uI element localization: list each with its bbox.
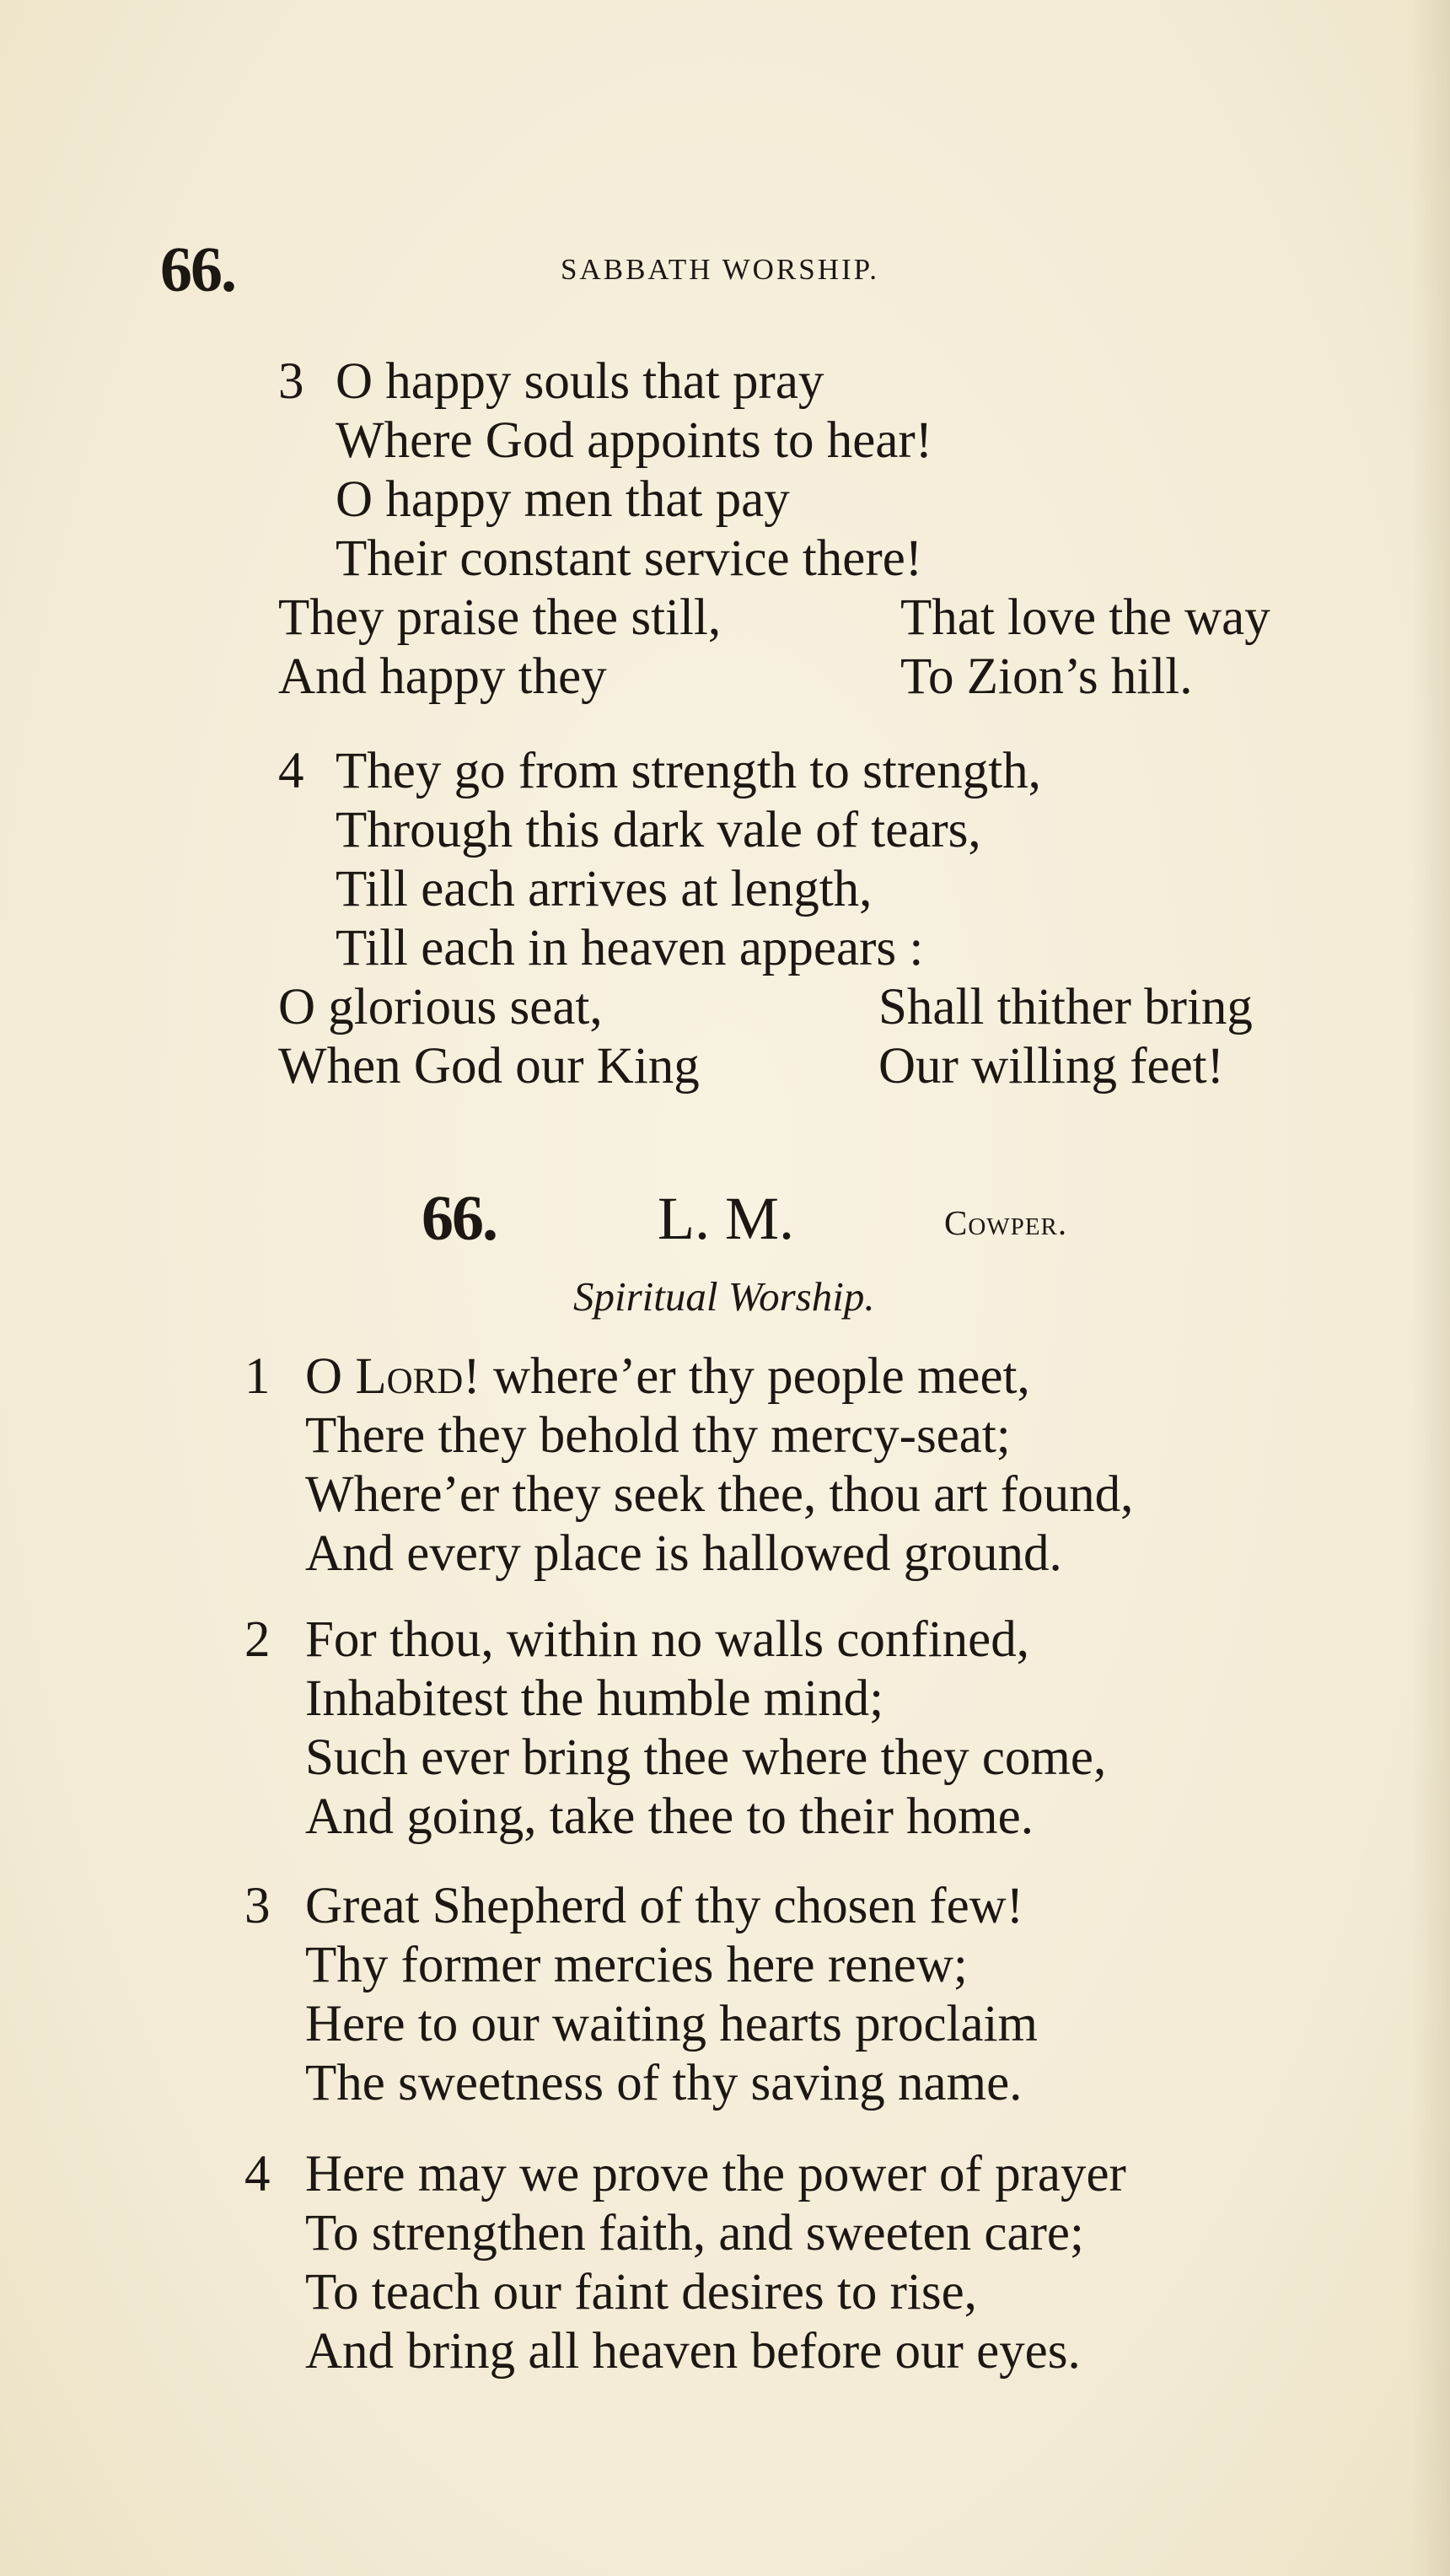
verse-line: There they behold thy mercy-seat; xyxy=(305,1407,1011,1464)
verse-line: Till each in heaven appears : xyxy=(336,920,924,976)
verse-line: Great Shepherd of thy chosen few! xyxy=(305,1878,1024,1934)
couplet-left: And happy they xyxy=(278,648,607,705)
verse-line: They go from strength to strength, xyxy=(336,743,1041,799)
verse-line: Inhabitest the humble mind; xyxy=(305,1670,884,1727)
couplet-right: That love the way xyxy=(900,589,1270,646)
couplet-left: When God our King xyxy=(278,1038,700,1094)
verse-line: Till each arrives at length, xyxy=(336,861,873,917)
small-caps-lord: Lord xyxy=(355,1348,464,1405)
verse-line: Here to our waiting hearts proclaim xyxy=(305,1996,1038,2052)
verse-line: And going, take thee to their home. xyxy=(305,1788,1034,1845)
stanza-number: 4 xyxy=(278,743,304,799)
verse-line: Thy former mercies here renew; xyxy=(305,1937,968,1993)
verse-line: The sweetness of thy saving name. xyxy=(305,2055,1023,2111)
verse-line: Here may we prove the power of prayer xyxy=(305,2146,1126,2202)
couplet-right: To Zion’s hill. xyxy=(900,648,1193,705)
couplet-right: Shall thither bring xyxy=(878,979,1253,1035)
running-head: SABBATH WORSHIP. xyxy=(561,253,879,286)
verse-line: Through this dark vale of tears, xyxy=(336,802,981,858)
couplet-left: O glorious seat, xyxy=(278,979,603,1035)
hymn-meter: L. M. xyxy=(658,1185,794,1252)
stanza-number: 3 xyxy=(278,353,304,410)
verse-line: To strengthen faith, and sweeten care; xyxy=(305,2205,1084,2261)
verse-line: For thou, within no walls confined, xyxy=(305,1611,1030,1668)
hymn-title: Spiritual Worship. xyxy=(573,1273,875,1320)
page-number: 66. xyxy=(160,234,235,305)
verse-line: To teach our faint desires to rise, xyxy=(305,2264,977,2321)
verse-line: O Lord! where’er thy people meet, xyxy=(305,1348,1030,1405)
stanza-number: 1 xyxy=(244,1348,271,1405)
stanza-number: 3 xyxy=(244,1878,271,1934)
verse-line: And bring all heaven before our eyes. xyxy=(305,2323,1081,2380)
verse-line: Their constant service there! xyxy=(336,530,923,587)
stanza-number: 4 xyxy=(244,2146,271,2202)
couplet-right: Our willing feet! xyxy=(878,1038,1224,1094)
verse-line: O happy men that pay xyxy=(336,471,790,528)
verse-line: O happy souls that pray xyxy=(336,353,824,410)
verse-line: Where’er they seek thee, thou art found, xyxy=(305,1466,1134,1523)
verse-line: Such ever bring thee where they come, xyxy=(305,1729,1107,1786)
couplet-left: They praise thee still, xyxy=(278,589,722,646)
stanza-number: 2 xyxy=(244,1611,271,1668)
hymn-author: Cowper. xyxy=(944,1203,1068,1242)
verse-line: And every place is hallowed ground. xyxy=(305,1525,1062,1582)
verse-line: Where God appoints to hear! xyxy=(336,412,933,469)
hymn-number: 66. xyxy=(422,1183,497,1254)
